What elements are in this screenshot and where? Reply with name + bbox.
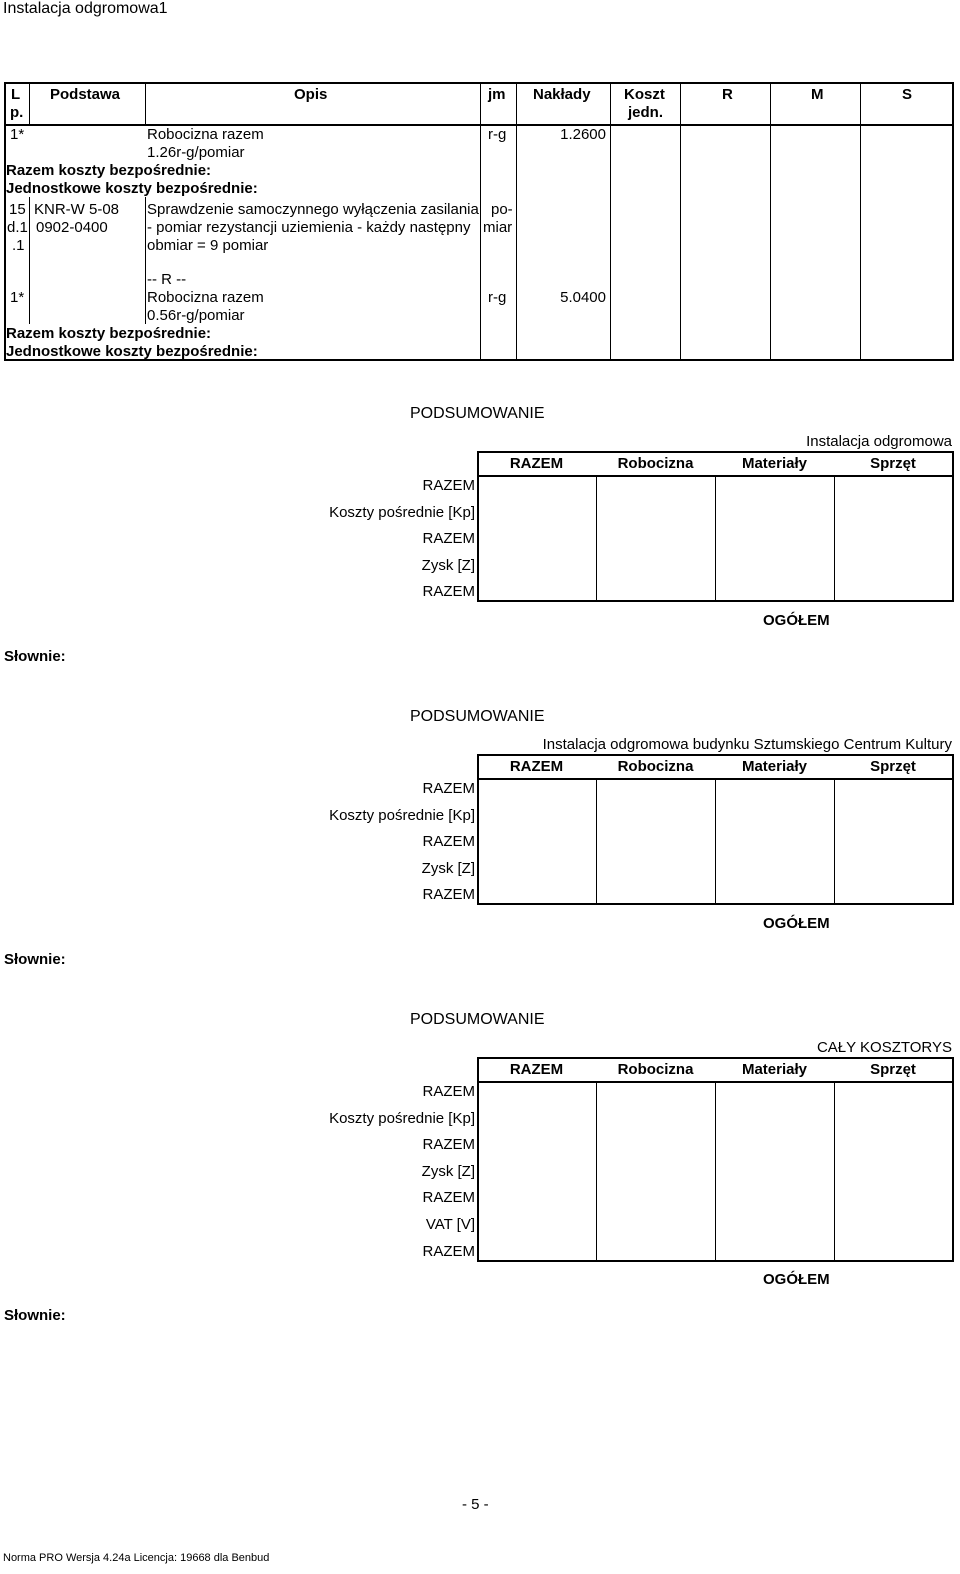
summary-slownie: Słownie: (4, 1307, 66, 1324)
col-divider (680, 82, 681, 361)
summary-row: RAZEM (422, 833, 475, 850)
summary-row: RAZEM (422, 1243, 475, 1260)
pos-jm-1: po- (491, 201, 513, 218)
col-divider (516, 82, 517, 361)
header-s: S (902, 86, 913, 103)
pos-r-jm: r-g (488, 289, 507, 306)
summary-heading: PODSUMOWANIE (410, 405, 545, 422)
document-title: Instalacja odgromowa1 (3, 0, 168, 17)
summary-col-materialy: Materiały (741, 455, 808, 472)
summary-heading: PODSUMOWANIE (410, 708, 545, 725)
pos-r-lp: 1* (10, 289, 25, 306)
pos-lp-1: 15 (9, 201, 26, 218)
pos-r-naklady: 5.0400 (560, 289, 606, 306)
col-divider (29, 197, 30, 324)
block1-lp: 1* (10, 126, 25, 143)
summary-row: RAZEM (422, 1136, 475, 1153)
block1-jm: r-g (488, 126, 507, 143)
summary-col-divider (715, 476, 716, 602)
header-koszt-jedn: jedn. (628, 104, 664, 121)
header-jm: jm (488, 86, 506, 103)
summary-row: RAZEM (422, 886, 475, 903)
summary-row: RAZEM (422, 530, 475, 547)
col-divider (480, 82, 481, 361)
summary-col-razem: RAZEM (509, 455, 564, 472)
block1-jednostkowe: Jednostkowe koszty bezpośrednie: (6, 180, 258, 197)
pos-r-opis: Robocizna razem (147, 289, 264, 306)
col-divider (860, 82, 861, 361)
pos-r-separator: -- R -- (147, 271, 187, 288)
summary-row: RAZEM (422, 477, 475, 494)
summary-row: Koszty pośrednie [Kp] (329, 504, 475, 521)
summary-col-divider (834, 779, 835, 905)
header-r: R (722, 86, 733, 103)
col-divider (145, 197, 146, 324)
summary-col-materialy: Materiały (741, 1061, 808, 1078)
summary-col-robocizna: Robocizna (617, 758, 694, 775)
block1-opis: Robocizna razem (147, 126, 264, 143)
header-naklady: Nakłady (533, 86, 591, 103)
summary-col-robocizna: Robocizna (617, 455, 694, 472)
page-number: - 5 - (462, 1496, 489, 1513)
summary-col-divider (834, 1082, 835, 1262)
pos-podstawa-2: 0902-0400 (36, 219, 108, 236)
summary-col-robocizna: Robocizna (617, 1061, 694, 1078)
summary-total: OGÓŁEM (763, 612, 830, 629)
summary-heading: PODSUMOWANIE (410, 1011, 545, 1028)
summary-row: RAZEM (422, 1083, 475, 1100)
summary-subtitle: Instalacja odgromowa (806, 433, 952, 450)
summary-col-sprzet: Sprzęt (870, 758, 916, 775)
summary-col-sprzet: Sprzęt (870, 455, 916, 472)
summary-subtitle: Instalacja odgromowa budynku Sztumskiego Centrum Kultury (542, 736, 952, 753)
pos-lp-2: d.1 (7, 219, 28, 236)
summary-row: RAZEM (422, 1189, 475, 1206)
summary-row: Zysk [Z] (421, 860, 475, 877)
pos-podstawa-1: KNR-W 5-08 (34, 201, 120, 218)
summary-row: RAZEM (422, 583, 475, 600)
pos-lp-3: .1 (12, 237, 25, 254)
header-lp-2: p. (10, 104, 24, 121)
header-koszt: Koszt (624, 86, 665, 103)
pos-razem: Razem koszty bezpośrednie: (6, 325, 212, 342)
summary-col-divider (715, 1082, 716, 1262)
summary-col-divider (715, 779, 716, 905)
pos-jednostkowe: Jednostkowe koszty bezpośrednie: (6, 343, 258, 360)
summary-row: Koszty pośrednie [Kp] (329, 1110, 475, 1127)
pos-opis-2: - pomiar rezystancji uziemienia - każdy następny (147, 219, 471, 236)
summary-row: Zysk [Z] (421, 1163, 475, 1180)
summary-col-divider (596, 476, 597, 602)
summary-col-razem: RAZEM (509, 1061, 564, 1078)
summary-col-materialy: Materiały (741, 758, 808, 775)
summary-row: Zysk [Z] (421, 557, 475, 574)
summary-row: VAT [V] (425, 1216, 475, 1233)
summary-col-sprzet: Sprzęt (870, 1061, 916, 1078)
pos-r-opis-2: 0.56r-g/pomiar (147, 307, 245, 324)
header-opis: Opis (294, 86, 328, 103)
summary-slownie: Słownie: (4, 648, 66, 665)
header-m: M (811, 86, 824, 103)
summary-slownie: Słownie: (4, 951, 66, 968)
summary-subtitle: CAŁY KOSZTORYS (816, 1039, 952, 1056)
col-divider (770, 82, 771, 361)
block1-razem: Razem koszty bezpośrednie: (6, 162, 212, 179)
pos-opis-1: Sprawdzenie samoczynnego wyłączenia zasilania (147, 201, 479, 218)
block1-naklady: 1.2600 (560, 126, 606, 143)
summary-col-divider (596, 1082, 597, 1262)
block1-opis-2: 1.26r-g/pomiar (147, 144, 245, 161)
summary-total: OGÓŁEM (763, 915, 830, 932)
summary-total: OGÓŁEM (763, 1271, 830, 1288)
col-divider (145, 82, 146, 124)
header-lp: L (11, 86, 21, 103)
footer-license: Norma PRO Wersja 4.24a Licencja: 19668 dla Benbud (3, 1552, 270, 1564)
summary-col-divider (834, 476, 835, 602)
summary-col-razem: RAZEM (509, 758, 564, 775)
pos-jm-2: miar (483, 219, 513, 236)
col-divider (29, 82, 30, 124)
summary-col-divider (596, 779, 597, 905)
col-divider (610, 82, 611, 361)
summary-row: RAZEM (422, 780, 475, 797)
header-podstawa: Podstawa (50, 86, 121, 103)
summary-row: Koszty pośrednie [Kp] (329, 807, 475, 824)
pos-opis-3: obmiar = 9 pomiar (147, 237, 269, 254)
